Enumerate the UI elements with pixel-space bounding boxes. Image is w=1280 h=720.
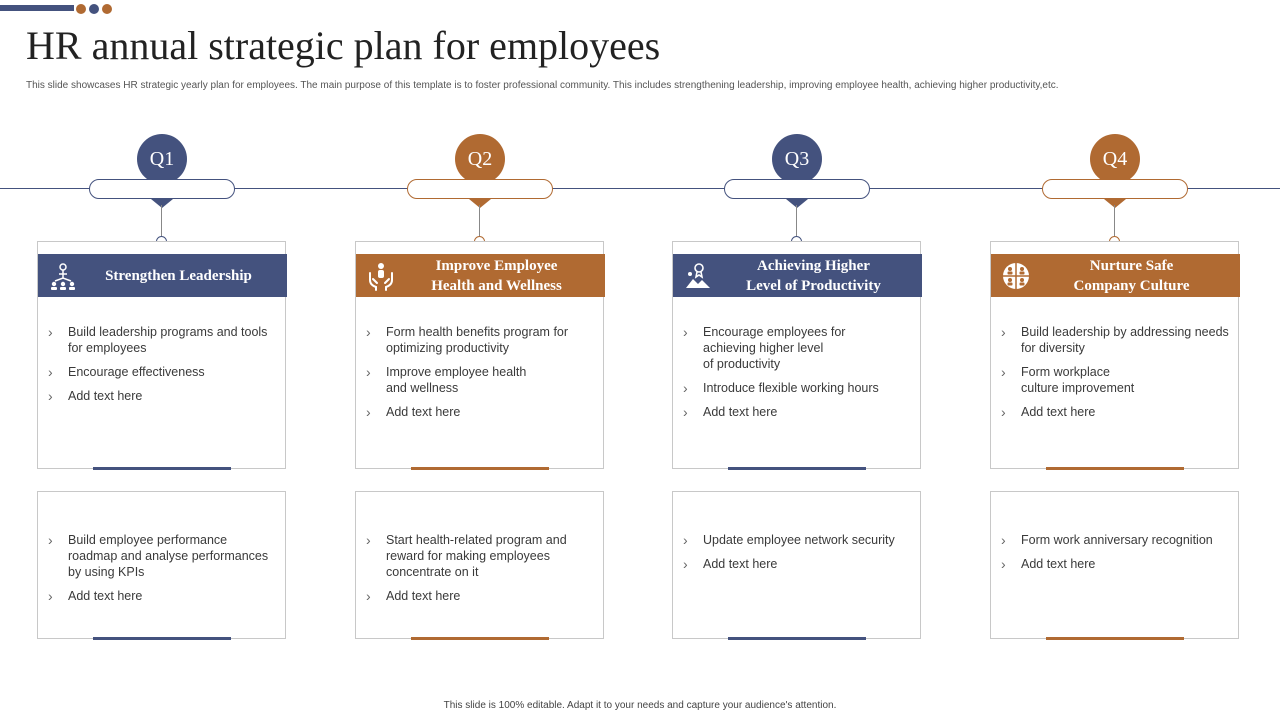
card-accent-bar (93, 637, 231, 640)
card-accent-bar (411, 637, 549, 640)
list-item: › Add text here (683, 404, 912, 420)
list-item: › Start health-related program and reward for making employees concentrate on it (366, 532, 595, 580)
objective-card (990, 241, 1239, 469)
quarter-column-q1 (37, 0, 287, 640)
objective-list (1001, 324, 1230, 428)
objective-card (672, 241, 921, 469)
pointer-triangle (151, 199, 173, 208)
quarter-column-q3 (672, 0, 922, 640)
list-item: › Introduce flexible working hours (683, 380, 912, 396)
card-accent-bar (728, 637, 866, 640)
quarter-badge: Q1 (137, 134, 187, 184)
objective-list (366, 324, 595, 428)
card-heading: Nurture Safe Company Culture (1073, 257, 1190, 294)
connector-line (796, 205, 797, 237)
health-hands-icon (366, 261, 396, 291)
list-item: › Form workplace culture improvement (1001, 364, 1230, 396)
card-heading: Improve Employee Health and Wellness (431, 257, 562, 294)
action-list (683, 532, 912, 580)
pointer-triangle (469, 199, 491, 208)
timeline-pill (407, 179, 553, 199)
card-header (38, 254, 287, 297)
quarter-column-q2 (355, 0, 605, 640)
productivity-icon (683, 261, 713, 291)
list-item: › Add text here (683, 556, 912, 572)
list-item: › Encourage effectiveness (48, 364, 277, 380)
action-card (37, 491, 286, 639)
card-heading: Achieving Higher Level of Productivity (746, 257, 881, 294)
list-item: › Add text here (48, 388, 277, 404)
card-accent-bar (1046, 467, 1184, 470)
quarter-column-q4 (990, 0, 1240, 640)
objective-card (355, 241, 604, 469)
objective-list (683, 324, 912, 428)
action-card (355, 491, 604, 639)
list-item: › Add text here (1001, 404, 1230, 420)
leadership-icon (48, 261, 78, 291)
list-item: › Build leadership by addressing needs for diversity (1001, 324, 1230, 356)
list-item: › Form work anniversary recognition (1001, 532, 1230, 548)
list-item: › Encourage employees for achieving higher level of productivity (683, 324, 912, 372)
quarter-badge: Q3 (772, 134, 822, 184)
page-title: HR annual strategic plan for employees (26, 23, 661, 68)
quarter-badge: Q2 (455, 134, 505, 184)
footer-note: This slide is 100% editable. Adapt it to your needs and capture your audience's attention. (443, 700, 837, 711)
objective-list (48, 324, 277, 412)
pointer-triangle (786, 199, 808, 208)
card-header (991, 254, 1240, 297)
list-item: › Add text here (1001, 556, 1230, 572)
quarter-badge: Q4 (1090, 134, 1140, 184)
action-list (48, 532, 277, 612)
connector-line (479, 205, 480, 237)
connector-line (161, 205, 162, 237)
card-accent-bar (93, 467, 231, 470)
card-heading: Strengthen Leadership (105, 267, 252, 284)
list-item: › Add text here (48, 588, 277, 604)
action-card (990, 491, 1239, 639)
action-list (366, 532, 595, 612)
card-accent-bar (411, 467, 549, 470)
card-header (673, 254, 922, 297)
action-list (1001, 532, 1230, 580)
list-item: › Form health benefits program for optimizing productivity (366, 324, 595, 356)
culture-icon (1001, 261, 1031, 291)
timeline-pill (89, 179, 235, 199)
list-item: › Build employee performance roadmap and analyse performances by using KPIs (48, 532, 277, 580)
page-subtitle: This slide showcases HR strategic yearly plan for employees. The main purpose of this template is to foster professional community. This includes strengthening leadership, improving employee health, achieving higher productivity,etc. (26, 80, 1059, 91)
timeline-pill (1042, 179, 1188, 199)
objective-card (37, 241, 286, 469)
list-item: › Update employee network security (683, 532, 912, 548)
list-item: › Improve employee health and wellness (366, 364, 595, 396)
action-card (672, 491, 921, 639)
list-item: › Build leadership programs and tools for employees (48, 324, 277, 356)
pointer-triangle (1104, 199, 1126, 208)
list-item: › Add text here (366, 404, 595, 420)
card-accent-bar (1046, 637, 1184, 640)
card-header (356, 254, 605, 297)
connector-line (1114, 205, 1115, 237)
timeline-pill (724, 179, 870, 199)
list-item: › Add text here (366, 588, 595, 604)
card-accent-bar (728, 467, 866, 470)
